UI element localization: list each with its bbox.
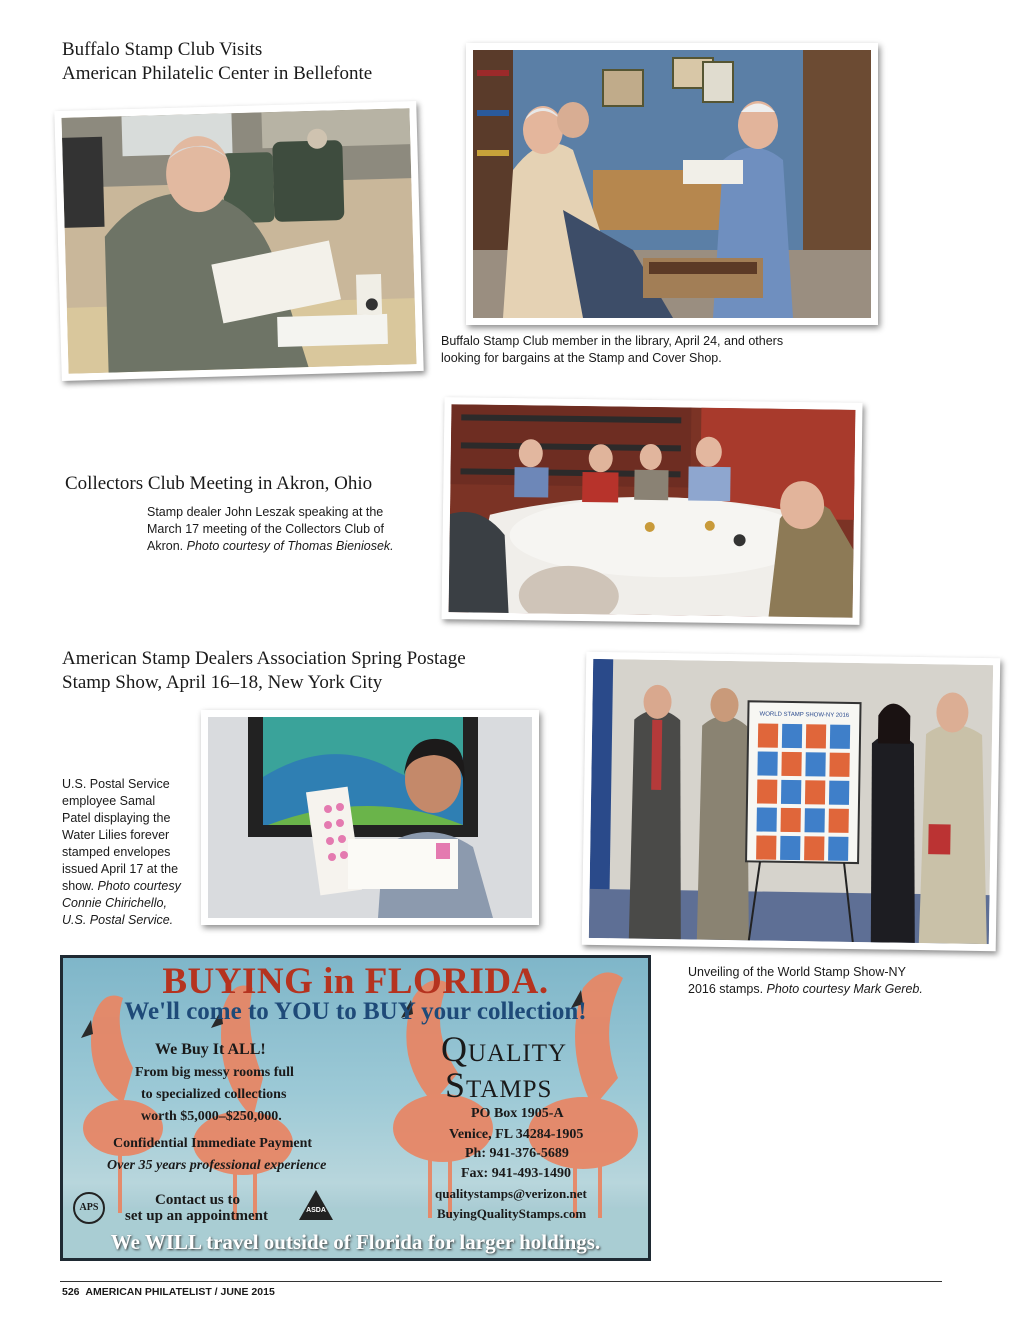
left-caption-line4: Water Lilies forever: [62, 828, 170, 842]
left-caption-line6: issued April 17 at the: [62, 862, 179, 876]
section1-heading-line2: American Philatelic Center in Bellefonte: [62, 62, 373, 84]
ad-phone: Ph: 941-376-5689: [465, 1146, 569, 1161]
left-caption-line3: Patel displaying the: [62, 811, 171, 825]
poster-stamp: [829, 809, 849, 833]
poster-stamp: [757, 751, 777, 775]
section1-caption-line2: looking for bargains at the Stamp and Cover Shop.: [441, 351, 722, 365]
section1-caption: [441, 333, 783, 367]
poster-stamp: [804, 836, 824, 860]
poster-stamp: [829, 781, 849, 805]
section2-caption-line2: March 17 meeting of the Collectors Club of: [147, 522, 384, 536]
ad-left-line3: to specialized collections: [141, 1087, 287, 1102]
right-caption-line2-plain: 2016 stamps.: [688, 982, 767, 996]
asda-logo: [299, 1190, 333, 1220]
left-caption-line2: employee Samal: [62, 794, 156, 808]
page-footer: [62, 1286, 275, 1298]
aps-logo: [73, 1192, 105, 1224]
publication-name: AMERICAN PHILATELIST / JUNE 2015: [85, 1286, 275, 1298]
ad-website: BuyingQualityStamps.com: [437, 1206, 587, 1221]
section3-left-caption: [62, 776, 181, 929]
ad-city: Venice, FL 34284-1905: [449, 1127, 584, 1142]
section2-caption-credit: Photo courtesy of Thomas Bieniosek.: [186, 539, 394, 553]
poster-stamp: [829, 753, 849, 777]
left-caption-line5: stamped envelopes: [62, 845, 171, 859]
left-caption-line7-plain: show.: [62, 879, 98, 893]
section1-heading-line1: Buffalo Stamp Club Visits: [62, 39, 263, 60]
akron-meeting-photo: [441, 397, 862, 625]
ad-fax: Fax: 941-493-1490: [461, 1166, 572, 1181]
ad-left-line5: Confidential Immediate Payment: [113, 1136, 313, 1151]
poster-stamp: [830, 725, 850, 749]
postal-employee-photo: [201, 710, 539, 925]
ad-headline: BUYING in FLORIDA.: [162, 961, 549, 1002]
poster-stamp: [757, 779, 777, 803]
poster-stamp: [780, 836, 800, 860]
section2-heading-text: Collectors Club Meeting in Akron, Ohio: [65, 473, 373, 494]
section1-heading: [62, 38, 372, 85]
poster-stamp: [781, 808, 801, 832]
left-caption-line1: U.S. Postal Service: [62, 777, 170, 791]
section2-caption-line1: Stamp dealer John Leszak speaking at the: [147, 505, 384, 519]
poster-stamp: [805, 780, 825, 804]
aps-logo-text: APS: [79, 1202, 99, 1213]
poster-stamp: [758, 723, 778, 747]
ad-left-line2: From big messy rooms full: [135, 1065, 294, 1080]
page-number: 526: [62, 1286, 80, 1298]
world-stamp-show-unveiling-photo: [582, 652, 1001, 951]
stamp-shop-photo: [466, 43, 878, 325]
poster-stamp: [828, 837, 848, 861]
poster-stamp: [782, 724, 802, 748]
ad-left-line6: Over 35 years professional experience: [107, 1158, 327, 1173]
ad-contact-line1: Contact us to: [155, 1192, 240, 1208]
section3-heading: [62, 647, 466, 694]
left-caption-line9-credit: U.S. Postal Service.: [62, 913, 174, 927]
section2-caption-line3-plain: Akron.: [147, 539, 187, 553]
library-reader-photo: [54, 101, 423, 381]
left-caption-line8-credit: Connie Chirichello,: [62, 896, 167, 910]
poster-stamp: [805, 752, 825, 776]
poster-stamp: [805, 808, 825, 832]
section1-caption-line1: Buffalo Stamp Club member in the library, April 24, and others: [441, 334, 784, 348]
ad-left-line4: worth $5,000–$250,000.: [141, 1109, 282, 1124]
section3-heading-line2: Stamp Show, April 16–18, New York City: [62, 671, 383, 693]
ad-subhead: We'll come to YOU to BUY your collection!: [124, 998, 587, 1025]
ad-email: qualitystamps@verizon.net: [435, 1186, 587, 1201]
right-caption-line2-credit: Photo courtesy Mark Gereb.: [766, 982, 923, 996]
ad-bottom-line: We WILL travel outside of Florida for larger holdings.: [110, 1230, 601, 1254]
left-caption-line8: [62, 895, 181, 912]
poster-title: WORLD STAMP SHOW-NY 2016: [759, 711, 850, 719]
ad-brand-line1: Quality: [441, 1029, 568, 1069]
right-caption-line2: [688, 981, 923, 998]
left-caption-line7-credit: Photo courtesy: [97, 879, 181, 893]
poster-stamp: [806, 724, 826, 748]
ad-contact-line2: set up an appointment: [125, 1208, 268, 1224]
section2-caption-line3: [147, 538, 394, 555]
ad-po-box: PO Box 1905-A: [471, 1106, 564, 1121]
poster-stamp: [756, 835, 776, 859]
left-caption-line7: [62, 878, 181, 895]
asda-logo-text: ASDA: [306, 1207, 326, 1214]
right-caption-line1: Unveiling of the World Stamp Show-NY: [688, 965, 906, 979]
footer-rule: [60, 1281, 942, 1282]
section3-heading-line1: American Stamp Dealers Association Spring Postage: [62, 648, 466, 669]
ad-brand-line2: Stamps: [445, 1065, 553, 1105]
poster-stamp: [781, 780, 801, 804]
quality-stamps-ad: [60, 955, 651, 1261]
poster-stamp: [757, 807, 777, 831]
section2-caption: [147, 504, 394, 555]
poster-stamp: [781, 752, 801, 776]
section2-heading: [65, 472, 372, 496]
section3-right-caption: [688, 964, 923, 998]
left-caption-line9: [62, 912, 181, 929]
ad-we-buy-it-all: We Buy It ALL!: [155, 1041, 266, 1058]
